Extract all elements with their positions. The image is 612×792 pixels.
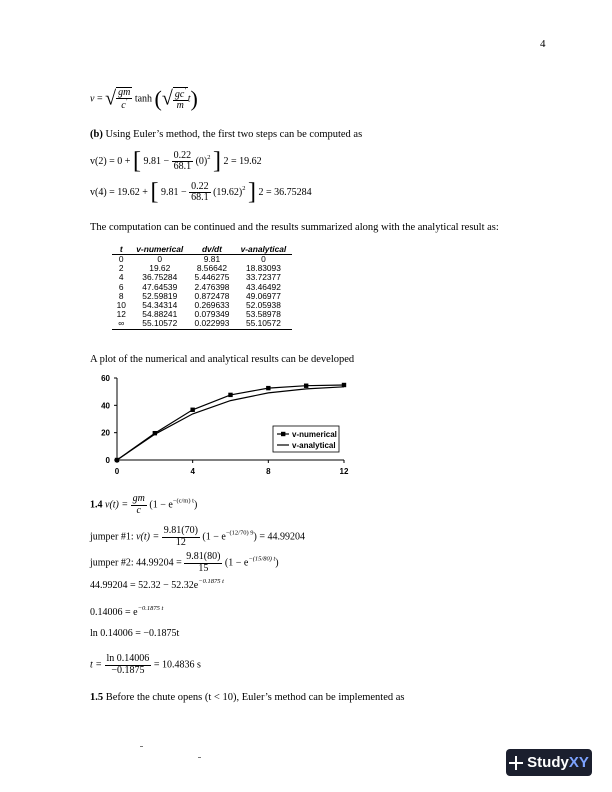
euler-step-1: v(2) = 0 + [ 9.81 − $\frac{0.22}{68.1}$ $(0)^2$ ] 2 = 19.62 <box>90 148 262 174</box>
x-tick-label: 8 <box>266 467 271 476</box>
table-cell: 6 <box>118 281 124 292</box>
col-dvdt: dv/dt <box>189 244 235 255</box>
problem-1-5-body: Before the chute opens (t < 10), Euler’s method can be implemented as <box>105 692 405 703</box>
table-cell: 54.88241 <box>142 309 178 320</box>
jumper1-num: 9.81(70) <box>163 525 198 536</box>
data-point-v-numerical <box>304 384 308 388</box>
velocity-chart <box>90 368 360 480</box>
step2-den: 68.1 <box>191 192 209 203</box>
table-cell: 0 <box>157 254 163 264</box>
table-cell: ∞ <box>112 319 130 329</box>
legend-label-v-numerical: v-numerical <box>292 430 337 439</box>
jumper1-lhs: v(t) = <box>136 531 160 543</box>
jumper-1-equation <box>90 526 305 548</box>
p14-rhs: (1 − e <box>149 499 173 511</box>
table-cell: 55.10572 <box>235 319 292 329</box>
part-b-label: (b) <box>90 129 103 140</box>
table-cell: 0 <box>118 254 124 264</box>
eq-a-text: 44.99204 = 52.32 − 52.32e <box>90 580 199 591</box>
table-cell: 8 <box>118 290 124 301</box>
x-tick-label: 4 <box>190 467 195 476</box>
p14-lhs: v(t) = <box>105 499 129 511</box>
eq-b-exp: −0.1875 t <box>137 605 164 612</box>
jumper2-num: 9.81(80) <box>186 551 221 562</box>
legend-marker-v-numerical <box>281 432 285 436</box>
table-cell: 54.34314 <box>142 300 178 311</box>
col-v-numerical: v-numerical <box>130 244 189 255</box>
table-cell: 0.872478 <box>194 290 230 301</box>
brand-name: Study <box>527 754 569 771</box>
jumper1-den: 12 <box>175 536 186 548</box>
eq-d-rhs: = 10.4836 s <box>153 659 201 671</box>
table-cell: 36.75284 <box>142 272 178 283</box>
equation-a <box>90 578 224 591</box>
y-tick-label: 60 <box>101 374 110 383</box>
eq-b-text: 0.14006 = e <box>90 607 138 618</box>
eq-v-gm: gm <box>118 86 131 98</box>
step1-den: 68.1 <box>173 161 192 172</box>
table-row <box>112 319 292 329</box>
p14-close: ) <box>193 499 198 511</box>
eq-v-prime-2: ' <box>184 86 186 94</box>
jumper2-label: jumper #2: <box>90 557 134 569</box>
jumper1-label: jumper #1: <box>90 531 134 543</box>
step2-b: (19.62) <box>213 186 243 198</box>
scan-mark <box>198 757 201 758</box>
eq-d-den: −0.1875 <box>111 664 145 676</box>
jumper2-exp: −(15/80) t <box>248 555 276 563</box>
studyxy-logo[interactable] <box>506 749 592 776</box>
col-t: t <box>112 244 130 255</box>
step1-lhs: v(2) = 0 + <box>90 155 131 167</box>
table-cell: 52.59819 <box>142 290 178 301</box>
table-cell: 47.64539 <box>142 281 178 292</box>
table-header-row <box>112 244 292 255</box>
eq-a-exp: −0.1875 t <box>198 578 224 585</box>
problem-1-5-text <box>90 692 405 703</box>
page-number: 4 <box>540 38 546 50</box>
jumper1-exp: −(12/70) 9 <box>225 529 254 537</box>
y-tick-label: 0 <box>105 456 110 465</box>
table-cell: 0.022993 <box>189 319 235 329</box>
step2-a: 9.81 − <box>160 186 187 198</box>
jumper2-rhs: ) <box>275 557 279 569</box>
table-cell: 55.10572 <box>130 319 189 329</box>
x-tick-label: 12 <box>339 467 349 476</box>
equation-c: ln 0.14006 = −0.1875t <box>90 628 180 639</box>
summary-text: The computation can be continued and the results summarized along with the analytical result as: <box>90 222 499 233</box>
scan-mark <box>140 746 143 747</box>
legend-label-v-analytical: v-analytical <box>292 441 336 450</box>
chart-plot-area <box>101 374 349 476</box>
step2-exp: 2 <box>242 184 246 192</box>
data-point-v-numerical <box>190 408 194 412</box>
eq-v-t: t <box>187 93 191 105</box>
step1-c: 2 = 19.62 <box>223 155 262 167</box>
table-cell: 0.079349 <box>194 309 230 320</box>
table-cell: 5.446275 <box>194 272 230 283</box>
table-cell: 9.81 <box>203 254 221 264</box>
euler-step-2: v(4) = 19.62 + [ 9.81 − $\frac{0.22}{68.1}$ $(19.62)^2$ ] 2 = 36.75284 <box>90 179 312 205</box>
eq-v-m: m <box>176 100 184 111</box>
table-cell: 19.62 <box>149 263 171 274</box>
table-cell: 0 <box>261 254 266 264</box>
eq-d-lhs: t = <box>90 659 103 671</box>
y-tick-label: 40 <box>101 401 110 411</box>
step1-exp: 2 <box>207 153 211 161</box>
table-cell: 0.269633 <box>194 300 230 311</box>
table-cell: 10 <box>116 300 126 311</box>
eq-v-lhs: v <box>90 93 95 105</box>
step2-c: 2 = 36.75284 <box>258 186 312 198</box>
table-cell: 2 <box>118 263 124 274</box>
table-cell: 53.58978 <box>245 309 281 320</box>
table-cell: 8.56642 <box>196 263 228 274</box>
step2-num: 0.22 <box>191 180 209 192</box>
equation-d <box>90 654 201 676</box>
table-cell: 52.05938 <box>245 300 281 311</box>
table-cell: 4 <box>118 272 124 283</box>
table-cell: 33.72377 <box>245 272 281 283</box>
eq-v-prime-1: ' <box>125 98 128 105</box>
brand-suffix: XY <box>568 754 589 771</box>
jumper2-mid: (1 − e <box>224 557 249 569</box>
y-tick-label: 20 <box>101 428 110 438</box>
table-cell: 2.476398 <box>194 281 230 292</box>
p14-exp: −(c/m) t <box>172 497 194 505</box>
p14-gm: gm <box>132 493 145 504</box>
data-point-v-numerical <box>266 386 270 390</box>
jumper1-rhs: ) = 44.99204 <box>253 531 305 543</box>
jumper-2-equation <box>90 552 279 574</box>
jumper2-den: 15 <box>198 562 209 574</box>
col-v-analytical: v-analytical <box>235 244 292 255</box>
results-table <box>112 244 292 330</box>
table-cell: 43.46492 <box>245 281 281 292</box>
eq-v-equals: = <box>96 93 103 105</box>
problem-1-4-label: 1.4 <box>90 499 103 511</box>
jumper2-lhs: 44.99204 = <box>136 557 182 569</box>
part-b-text <box>90 129 362 140</box>
eq-d-num: ln 0.14006 <box>106 653 150 664</box>
eq-v-gc: gc <box>174 88 185 100</box>
equation-b <box>90 605 163 618</box>
part-b-body: Using Euler’s method, the first two steps can be computed as <box>105 129 363 140</box>
step1-a: 9.81 − <box>143 155 170 167</box>
step2-lhs: v(4) = 19.62 + <box>90 186 148 198</box>
table-cell: 12 <box>116 309 126 320</box>
problem-1-5-label: 1.5 <box>90 692 104 703</box>
table-cell: 49.06977 <box>245 290 281 301</box>
data-point-v-numerical <box>228 393 232 397</box>
jumper1-mid: (1 − e <box>202 531 226 543</box>
equation-terminal-velocity: v = √ $\frac{gm}{c'}$ tanh (√ $\frac{gc'}{m}$ t) <box>90 86 198 111</box>
plus-icon <box>509 756 523 770</box>
plot-text: A plot of the numerical and analytical results can be developed <box>90 354 355 365</box>
step1-num: 0.22 <box>173 149 192 161</box>
table-cell: 18.83093 <box>245 263 281 274</box>
eq-v-tanh: tanh <box>134 93 153 105</box>
problem-1-4-formula <box>90 494 197 516</box>
p14-c: c <box>136 504 141 516</box>
eq-v-cd: c <box>121 100 126 111</box>
x-tick-label: 0 <box>114 467 120 476</box>
step1-b: (0) <box>195 155 208 167</box>
